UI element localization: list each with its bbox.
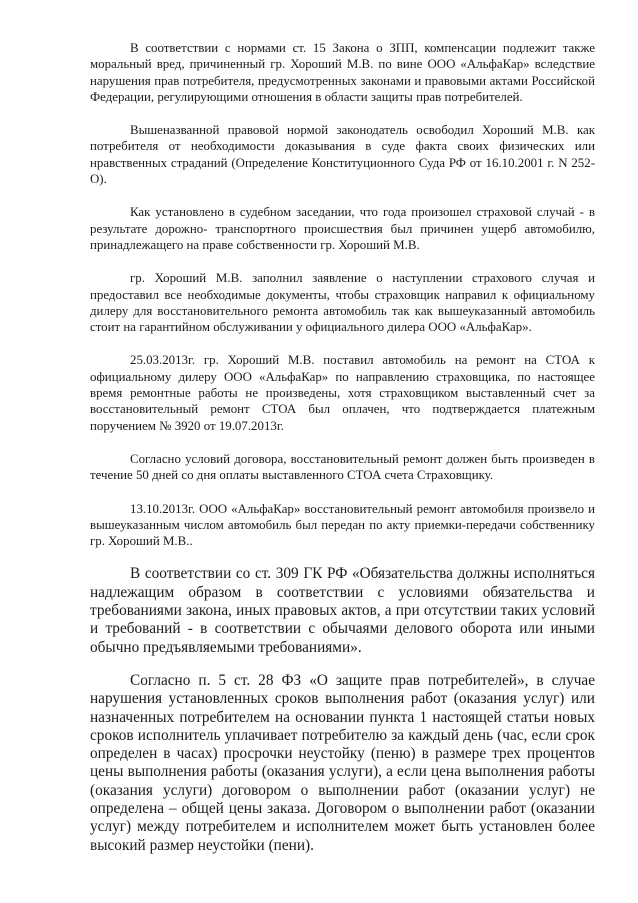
paragraph-civil-code-309: В соответствии со ст. 309 ГК РФ «Обязательства должны исполняться надлежащим образом в соответствии с условиями обязательства и требованиями закона, иных правовых актов, а при отсутствии таких условий и требований - в соответствии с обычаями делового оборота или иными обычно предъявляемыми требованиями».: [90, 565, 595, 656]
paragraph-contract-terms: Согласно условий договора, восстановительный ремонт должен быть произведен в течение 50 дней со дня оплаты выставленного СТОА счета Страховщику.: [90, 451, 595, 483]
paragraph-burden-of-proof: Вышеназванной правовой нормой законодатель освободил Хороший М.В. как потребителя от необходимости доказывания в суде факта своих физических или нравственных страданий (Определение Конституционного Суда РФ от 16.10.2001 г. N 252-О).: [90, 123, 595, 187]
paragraph-moral-damage: В соответствии с нормами ст. 15 Закона о ЗПП, компенсации подлежит также моральный вред, причиненный гр. Хороший М.В. по вине ООО «АльфаКар» вследствие нарушения прав потребителя, предусмотренных законами и правовыми актами Российской Федерации, регулирующими отношения в области защиты прав потребителей.: [90, 41, 595, 104]
paragraph-claim-filed: гр. Хороший М.В. заполнил заявление о наступлении страхового случая и предоставил все необходимые документы, чтобы страховщик направил к официальному дилеру для восстановительного ремонта автомобиль так как вышеуказанный автомобиль стоит на гарантийном обслуживании у официального дилера ООО «АльфаКар».: [90, 271, 595, 335]
document-body: [90, 40, 595, 855]
paragraph-consumer-law-28: Согласно п. 5 ст. 28 ФЗ «О защите прав потребителей», в случае нарушения установленных сроков выполнения работ (оказания услуг) или назначенных потребителем на основании пункта 1 настоящей статьи новых сроков исполнитель уплачивает потребителю за каждый день (час, если срок определен в часах) просрочки неустойку (пеню) в размере трех процентов цены выполнения работы (оказания услуги), а если цена выполнения работы (оказания услуги) договором о выполнении работ (оказании услуг) не определена – общей цены заказа. Договором о выполнении работ (оказании услуг) между потребителем и исполнителем может быть установлен более высокий размер неустойки (пени).: [90, 671, 595, 854]
paragraph-insurance-event: Как установлено в судебном заседании, что года произошел страховой случай - в результате дорожно- транспортного происшествия был причинен ущерб автомобилю, принадлежащего на праве собственности гр. Хороший М.В.: [90, 205, 595, 252]
paragraph-repair-completed: 13.10.2013г. ООО «АльфаКар» восстановительный ремонт автомобиля произвело и вышеуказанным числом автомобиль был передан по акту приемки-передачи собственнику гр. Хороший М.В..: [90, 501, 595, 549]
paragraph-repair-delay: 25.03.2013г. гр. Хороший М.В. поставил автомобиль на ремонт на СТОА к официальному дилеру ООО «АльфаКар» по направлению страховщика, по настоящее время ремонтные работы не произведены, хотя страховщиком выставленный счет за восстановительный ремонт СТОА был оплачен, что подтверждается платежным поручением № 3920 от 19.07.2013г.: [90, 353, 595, 433]
